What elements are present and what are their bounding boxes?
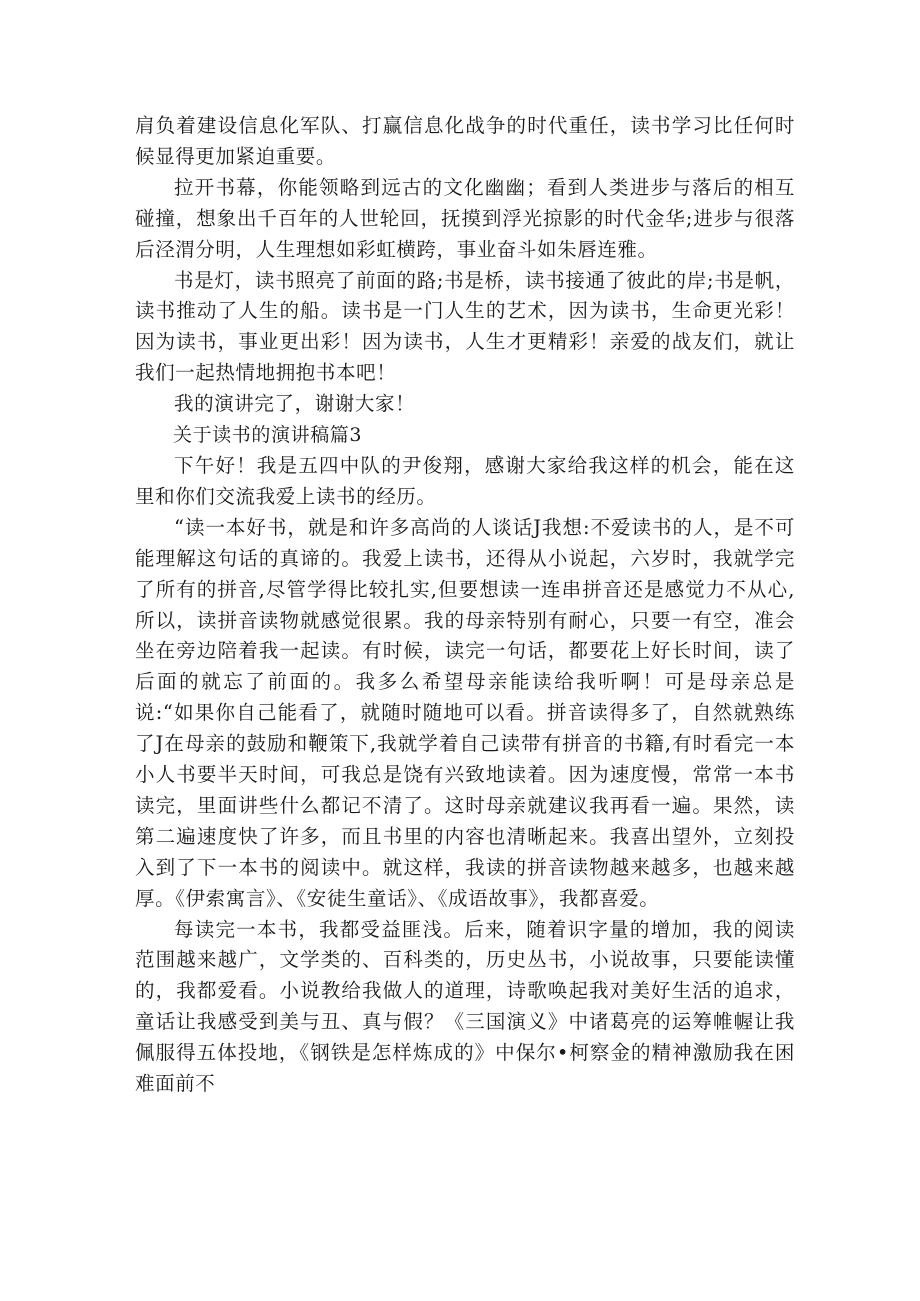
- paragraph-book-is-lamp: 书是灯，读书照亮了前面的路;书是桥，读书接通了彼此的岸;书是帆，读书推动了人生的船。读书是一门人生的艺术，因为读书，生命更光彩！因为读书，事业更出彩！因为读书，人生才更精彩！亲爱的战友们，就让我们一起热情地拥抱书本吧！: [135, 268, 795, 385]
- paragraph-benefits: 每读完一本书，我都受益匪浅。后来，随着识字量的增加，我的阅读范围越来越广，文学类的、百科类的，历史丛书，小说故事，只要能读懂的，我都爱看。小说教给我做人的道理，诗歌唤起我对美好生活的追求，童话让我感受到美与丑、真与假？《三国演义》中诸葛亮的运筹帷幄让我佩服得五体投地，《钢铁是怎样炼成的》中保尔•柯察金的精神激励我在困难面前不: [135, 917, 795, 1096]
- paragraph-open-book: 拉开书幕，你能领略到远古的文化幽幽；看到人类进步与落后的相互碰撞，想象出千百年的人世轮回，抚摸到浮光掠影的时代金华;进步与很落后泾渭分明，人生理想如彩虹横跨，事业奋斗如朱唇连雅。: [135, 175, 795, 261]
- paragraph-speech-end: 我的演讲完了，谢谢大家！: [174, 392, 416, 416]
- paragraph-greeting: 下午好！我是五四中队的尹俊翔，感谢大家给我这样的机会，能在这里和你们交流我爱上读书的经历。: [135, 453, 795, 508]
- section-heading: 关于读书的演讲稿篇3: [173, 424, 363, 447]
- document-body: [135, 111, 795, 1100]
- paragraph-reading-story: “读一本好书，就是和许多高尚的人谈话J我想:不爱读书的人，是不可能理解这句话的真谛的。我爱上读书，还得从小说起，六岁时，我就学完了所有的拼音,尽管学得比较扎实,但要想读一连串拼音还是感觉力不从心,所以，读拼音读物就感觉很累。我的母亲特别有耐心，只要一有空，准会坐在旁边陪着我一起读。有时候，读完一句话，都要花上好长时间，读了后面的就忘了前面的。我多么希望母亲能读给我听啊！可是母亲总是说:“如果你自己能看了，就随时随地可以看。拼音读得多了，自然就熟练了J在母亲的鼓励和鞭策下,我就学着自己读带有拼音的书籍,有时看完一本小人书要半天时间，可我总是饶有兴致地读着。因为速度慢，常常一本书读完，里面讲些什么都记不清了。这时母亲就建议我再看一遍。果然，读第二遍速度快了许多，而且书里的内容也清晰起来。我喜出望外，立刻投入到了下一本书的阅读中。就这样，我读的拼音读物越来越多，也越来越厚。《伊索寓言》、《安徒生童话》、《成语故事》，我都喜爱。: [135, 515, 795, 910]
- paragraph-continuation: 肩负着建设信息化军队、打赢信息化战争的时代重任，读书学习比任何时候显得更加紧迫重要。: [135, 114, 795, 168]
